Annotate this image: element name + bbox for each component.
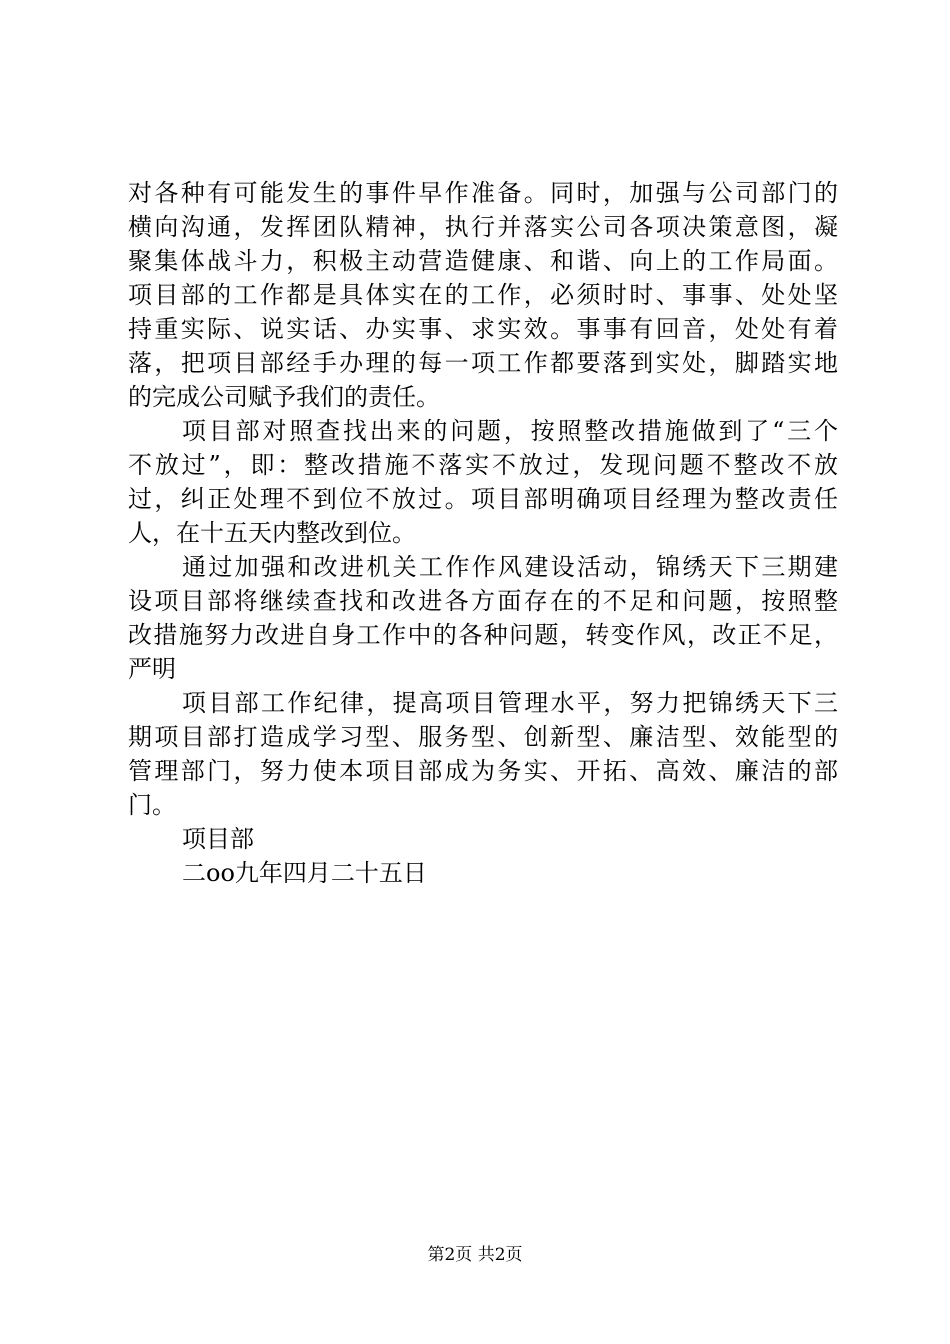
text-line: 持重实际、说实话、办实事、求实效。事事有回音，处处有着 — [128, 315, 838, 343]
text-line: 门。 — [128, 791, 176, 819]
text-line: 过，纠正处理不到位不放过。项目部明确项目经理为整改责任 — [128, 485, 838, 513]
text-line: 横向沟通，发挥团队精神，执行并落实公司各项决策意图，凝 — [128, 213, 838, 241]
text-line: 期项目部打造成学习型、服务型、创新型、廉洁型、效能型的 — [128, 723, 838, 751]
text-line: 对各种有可能发生的事件早作准备。同时，加强与公司部门的 — [128, 179, 838, 207]
text-line: 聚集体战斗力，积极主动营造健康、和谐、向上的工作局面。 — [128, 247, 838, 275]
text-line: 二oo九年四月二十五日 — [182, 859, 427, 887]
text-line: 改措施努力改进自身工作中的各种问题，转变作风，改正不足， — [128, 621, 838, 649]
text-line: 人，在十五天内整改到位。 — [128, 519, 416, 547]
text-line: 不放过”，即：整改措施不落实不放过，发现问题不整改不放 — [128, 451, 838, 479]
text-line: 设项目部将继续查找和改进各方面存在的不足和问题，按照整 — [128, 587, 838, 615]
text-line: 项目部 — [182, 825, 254, 853]
text-line: 落，把项目部经手办理的每一项工作都要落到实处，脚踏实地 — [128, 349, 838, 377]
text-line: 的完成公司赋予我们的责任。 — [128, 383, 440, 411]
page-number-footer: 第2页 共2页 — [427, 1245, 523, 1265]
document-body — [128, 176, 838, 890]
text-line: 项目部的工作都是具体实在的工作，必须时时、事事、处处坚 — [128, 281, 838, 309]
text-line: 通过加强和改进机关工作作风建设活动，锦绣天下三期建 — [182, 553, 838, 581]
text-line: 项目部对照查找出来的问题，按照整改措施做到了“三个 — [182, 417, 838, 445]
text-line: 严明 — [128, 655, 176, 683]
text-line: 管理部门，努力使本项目部成为务实、开拓、高效、廉洁的部 — [128, 757, 838, 785]
text-line: 项目部工作纪律，提高项目管理水平，努力把锦绣天下三 — [182, 689, 838, 717]
